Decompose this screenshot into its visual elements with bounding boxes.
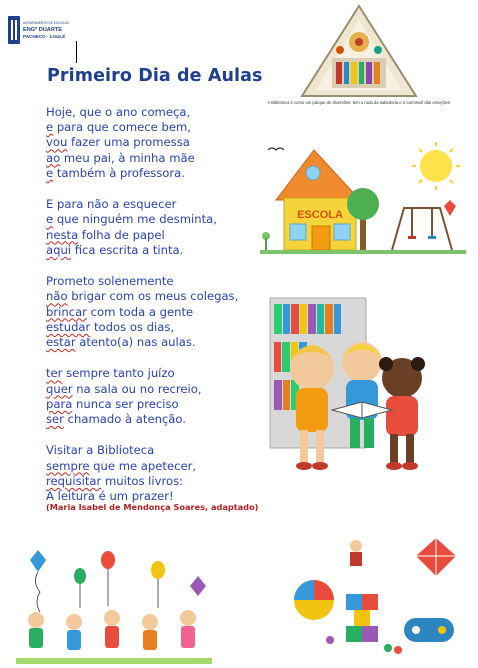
poem-line bbox=[46, 335, 238, 350]
library-caption-line1: A Biblioteca é como um parque de diversões: tem a roda da sabedoria e o carrossel das emoções! bbox=[267, 100, 451, 105]
spellcheck-word: aqui bbox=[46, 242, 72, 257]
spellcheck-word: ao bbox=[46, 150, 61, 165]
spellcheck-word: vou bbox=[46, 135, 68, 150]
game-controller-icon bbox=[404, 618, 454, 642]
children-balloons-illustration[interactable] bbox=[16, 546, 212, 666]
spellcheck-word: requisitar bbox=[46, 473, 102, 488]
beach-ball-icon bbox=[294, 580, 334, 620]
school-door bbox=[312, 226, 330, 250]
poem-line bbox=[46, 289, 238, 304]
poem-title[interactable]: Primeiro Dia de Aulas bbox=[47, 66, 263, 86]
text-cursor bbox=[76, 41, 77, 63]
poem-author[interactable]: (Maria Isabel de Mendonça Soares, adaptado) bbox=[46, 502, 259, 512]
line-text: para que comece bem, bbox=[53, 120, 191, 135]
school-logo-mark bbox=[8, 16, 20, 44]
kite-icon bbox=[444, 200, 456, 216]
line-text: também à professora. bbox=[53, 165, 185, 180]
swing-icon bbox=[392, 208, 452, 250]
spellcheck-word: ser bbox=[46, 412, 64, 427]
poem-line bbox=[46, 120, 238, 135]
poem-line bbox=[46, 382, 238, 397]
children-reading-svg bbox=[266, 292, 442, 476]
line-text: fazer uma promessa bbox=[67, 135, 190, 150]
line-text: folha de papel bbox=[78, 227, 165, 242]
spellcheck-word: quer bbox=[46, 381, 73, 396]
stanza-3 bbox=[46, 274, 238, 350]
stanza-1 bbox=[46, 105, 238, 181]
line-text: meu pai, à minha mãe bbox=[60, 150, 195, 165]
poem-line bbox=[46, 474, 238, 489]
kite-icon bbox=[30, 550, 46, 612]
bird-icon bbox=[268, 148, 284, 150]
poem-line bbox=[46, 135, 238, 150]
school-logo bbox=[8, 14, 70, 50]
library-logo-image[interactable] bbox=[267, 2, 451, 124]
poem-line bbox=[46, 320, 238, 335]
logo-text-line3: PACHECO · LOULÉ bbox=[23, 34, 66, 39]
poem-line bbox=[46, 459, 238, 474]
child-girl-icon bbox=[290, 345, 334, 470]
line-text: Prometo solenemente bbox=[46, 274, 174, 289]
poem-line bbox=[46, 151, 238, 166]
poem-line bbox=[46, 443, 238, 458]
line-text: que ninguém me desminta, bbox=[53, 212, 217, 227]
spellcheck-word: estudar bbox=[46, 319, 91, 334]
poem-line bbox=[46, 105, 238, 120]
child-dark-icon bbox=[379, 357, 425, 470]
children-reading-illustration[interactable] bbox=[266, 292, 442, 476]
line-text: chamado à atenção. bbox=[63, 412, 186, 427]
line-text: Visitar a Biblioteca bbox=[46, 443, 155, 458]
spellcheck-word: sempre bbox=[46, 458, 90, 473]
spellcheck-word: para bbox=[46, 396, 73, 411]
grass-strip bbox=[260, 250, 466, 254]
doll-icon bbox=[350, 540, 362, 566]
logo-text-line2: ENGº DUARTE bbox=[23, 27, 63, 33]
line-text: fica escrita a tinta. bbox=[71, 242, 184, 257]
kite-icon bbox=[416, 538, 456, 576]
spellcheck-word: e bbox=[46, 165, 54, 180]
kite-icon bbox=[190, 576, 206, 596]
line-text: muitos livros: bbox=[101, 473, 184, 488]
school-sign: ESCOLA bbox=[297, 209, 343, 221]
hopscotch-icon bbox=[346, 594, 378, 642]
balloon-icon bbox=[74, 551, 165, 608]
spellcheck-word: e bbox=[46, 212, 54, 227]
poem-line bbox=[46, 274, 238, 289]
line-text: atento(a) nas aulas. bbox=[75, 335, 196, 350]
line-text: sempre tanto juízo bbox=[62, 366, 175, 381]
school-illustration[interactable] bbox=[260, 140, 466, 258]
spellcheck-word: e bbox=[46, 120, 54, 135]
children-balloons-svg bbox=[16, 546, 212, 666]
spellcheck-word: não bbox=[46, 289, 68, 304]
grass-strip bbox=[16, 658, 212, 664]
child-figures bbox=[28, 610, 196, 650]
school-window bbox=[334, 224, 350, 240]
line-text: E para não a esquecer bbox=[46, 197, 177, 212]
line-text: A leitura é um prazer! bbox=[46, 489, 174, 504]
poem-line bbox=[46, 412, 238, 427]
poem-body[interactable] bbox=[46, 105, 238, 520]
poem-line bbox=[46, 166, 238, 181]
line-text: com toda a gente bbox=[86, 304, 194, 319]
poem-line bbox=[46, 305, 238, 320]
poem-line bbox=[46, 366, 238, 381]
line-text: que me apetecer, bbox=[89, 458, 197, 473]
library-logo-svg bbox=[267, 2, 451, 124]
line-text: nunca ser preciso bbox=[72, 396, 179, 411]
poem-line bbox=[46, 228, 238, 243]
stanza-4 bbox=[46, 366, 238, 427]
stanza-5 bbox=[46, 443, 238, 504]
school-window bbox=[290, 224, 306, 240]
school-svg bbox=[260, 140, 466, 258]
stanza-2 bbox=[46, 197, 238, 258]
line-text: Hoje, que o ano começa, bbox=[46, 105, 191, 119]
sun-icon bbox=[412, 142, 460, 190]
toys-illustration[interactable] bbox=[284, 536, 472, 660]
school-round-window bbox=[306, 166, 320, 180]
poem-line bbox=[46, 243, 238, 258]
spellcheck-word: nesta bbox=[46, 227, 79, 242]
toys-svg bbox=[284, 536, 472, 660]
line-text: na sala ou no recreio, bbox=[72, 381, 202, 396]
spellcheck-word: ter bbox=[46, 366, 63, 381]
tree-icon bbox=[347, 188, 379, 220]
logo-text-line1: AGRUPAMENTO DE ESCOLAS bbox=[23, 21, 69, 25]
line-text: todos os dias, bbox=[90, 319, 175, 334]
spellcheck-word: estar bbox=[46, 335, 76, 350]
poem-line bbox=[46, 397, 238, 412]
spellcheck-word: brincar bbox=[46, 304, 87, 319]
poem-line bbox=[46, 197, 238, 212]
poem-line bbox=[46, 212, 238, 227]
line-text: brigar com os meus colegas, bbox=[67, 289, 239, 304]
